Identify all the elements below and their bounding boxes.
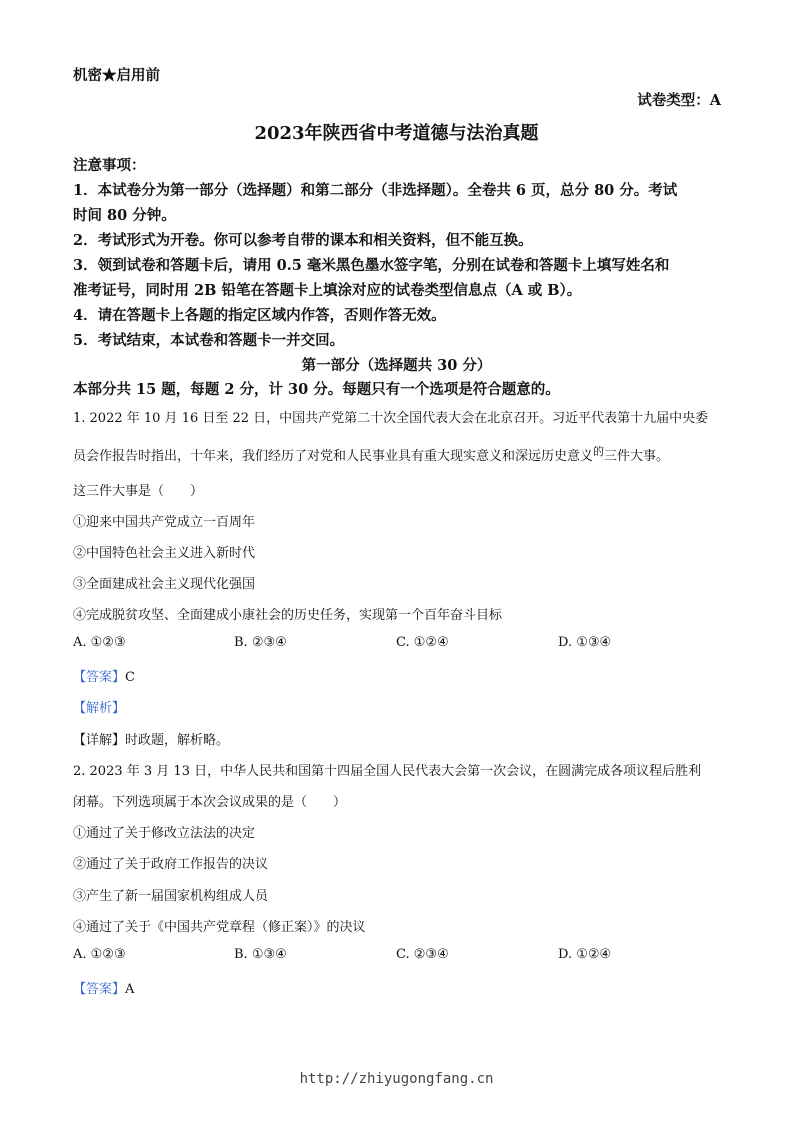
q2-option-d: D. ①②④ xyxy=(558,947,612,962)
q1-detail-text: 时政题，解析略。 xyxy=(125,733,230,748)
q1-option-a: A. ①②③ xyxy=(73,635,126,650)
q1-analysis-tag: 【解析】 xyxy=(73,701,126,716)
q1-stem-line-2-text: 员会作报告时指出，十年来，我们经历了对党和人民事业具有重大现实意义和深远历史意义 xyxy=(73,449,594,464)
q1-statement-2: ②中国特色社会主义进入新时代 xyxy=(73,546,256,561)
q1-answer-tag: 【答案】 xyxy=(73,670,126,685)
q2-option-b: B. ①③④ xyxy=(234,947,287,962)
q1-stem-superscript: 的 xyxy=(593,445,605,458)
part1-heading: 第一部分（选择题共 30 分） xyxy=(301,357,492,374)
q2-statement-3: ③产生了新一届国家机构组成人员 xyxy=(73,889,269,904)
q1-stem-line-2 xyxy=(73,445,669,464)
confidential-label: 机密★启用前 xyxy=(73,67,160,84)
page-title: 2023年陕西省中考道德与法治真题 xyxy=(254,123,539,144)
q1-detail-tag: 【详解】 xyxy=(73,733,126,748)
q2-answer xyxy=(73,978,134,997)
note-1-line-1: 1．本试卷分为第一部分（选择题）和第二部分（非选择题）。全卷共 6 页，总分 80 分。考试 xyxy=(73,182,678,199)
q2-stem-line-2: 闭幕。下列选项属于本次会议成果的是（ ） xyxy=(73,795,347,810)
note-1-line-2: 时间 80 分钟。 xyxy=(73,207,176,224)
q1-statement-1: ①迎来中国共产党成立一百周年 xyxy=(73,515,256,530)
paper-type-label: 试卷类型：A xyxy=(637,92,721,109)
q1-stem-line-1: 1. 2022 年 10 月 16 日至 22 日，中国共产党第二十次全国代表大会在北京召开。习近平代表第十九届中央委 xyxy=(73,411,709,426)
q1-answer-value: C xyxy=(125,670,135,685)
note-4: 4．请在答题卡上各题的指定区域内作答，否则作答无效。 xyxy=(73,307,446,324)
q1-detail xyxy=(73,729,229,748)
q1-stem-line-2-end: 三件大事。 xyxy=(604,449,670,464)
q2-option-a: A. ①②③ xyxy=(73,947,126,962)
notes-heading: 注意事项： xyxy=(73,157,146,174)
note-3-line-1: 3．领到试卷和答题卡后，请用 0.5 毫米黑色墨水签字笔，分别在试卷和答题卡上填写姓名和 xyxy=(73,257,670,274)
q2-answer-value: A xyxy=(125,982,135,997)
q2-statement-1: ①通过了关于修改立法法的决定 xyxy=(73,826,256,841)
note-3-line-2: 准考证号，同时用 2B 铅笔在答题卡上填涂对应的试卷类型信息点（A 或 B）。 xyxy=(73,282,582,299)
q1-statement-3: ③全面建成社会主义现代化强国 xyxy=(73,577,256,592)
q1-option-b: B. ②③④ xyxy=(234,635,287,650)
q2-option-c: C. ②③④ xyxy=(396,947,449,962)
q1-statement-4: ④完成脱贫攻坚、全面建成小康社会的历史任务，实现第一个百年奋斗目标 xyxy=(73,608,503,623)
footer-url[interactable]: http://zhiyugongfang.cn xyxy=(299,1071,494,1087)
q1-stem-line-3: 这三件大事是（ ） xyxy=(73,484,204,499)
q1-option-d: D. ①③④ xyxy=(558,635,612,650)
q2-answer-tag: 【答案】 xyxy=(73,982,126,997)
note-2: 2．考试形式为开卷。你可以参考自带的课本和相关资料，但不能互换。 xyxy=(73,232,533,249)
q1-answer xyxy=(73,666,135,685)
q2-statement-4: ④通过了关于《中国共产党章程（修正案）》的决议 xyxy=(73,920,366,935)
q1-option-c: C. ①②④ xyxy=(396,635,449,650)
note-5: 5．考试结束，本试卷和答题卡一并交回。 xyxy=(73,332,345,349)
part1-instruction: 本部分共 15 题，每题 2 分，计 30 分。每题只有一个选项是符合题意的。 xyxy=(73,381,560,398)
q2-stem-line-1: 2. 2023 年 3 月 13 日，中华人民共和国第十四届全国人民代表大会第一次会议，在圆满完成各项议程后胜利 xyxy=(73,764,702,779)
q2-statement-2: ②通过了关于政府工作报告的决议 xyxy=(73,857,269,872)
